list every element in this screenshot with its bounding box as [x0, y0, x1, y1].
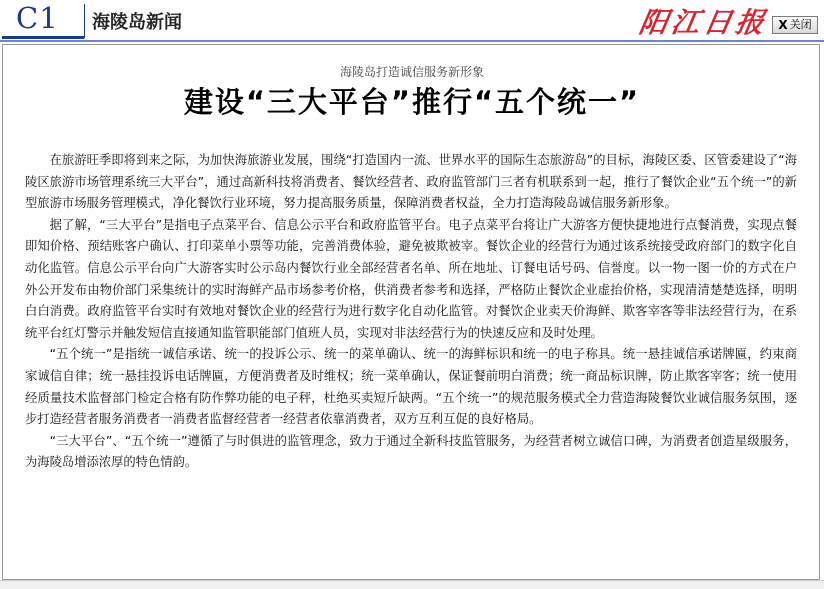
close-icon: X: [778, 18, 788, 32]
section-code-underline: [2, 36, 84, 39]
header-divider: [84, 4, 85, 38]
article-paragraph: “五个统一”是指统一诚信承诺、统一的投诉公示、统一的菜单确认、统一的海鲜标识和统一的电子称具。统一悬挂诚信承诺牌匾，约束商家诚信自律；统一悬挂投诉电话牌匾，方便消费者及时维权；统一菜单确认，保证餐前明白消费；统一商品标识牌，防止欺客宰客；统一使用经质量技术监督部门检定合格有防作弊功能的电子秤，杜绝买卖短斤缺两。“五个统一”的规范服务模式全力营造海陵餐饮业诚信服务氛围，逐步打造经营者服务消费者一消费者监督经营者一经营者依靠消费者，双方互利互促的良好格局。: [25, 347, 797, 427]
article-headline: 建设“三大平台”推行“五个统一”: [183, 85, 641, 119]
section-name: 海陵岛新闻: [92, 12, 182, 33]
newspaper-masthead-logo: 阳江日报: [636, 6, 771, 39]
page-header: [0, 0, 824, 40]
close-button-label: 关闭: [789, 18, 812, 31]
article-paragraph: “三大平台”、“五个统一”遵循了与时俱进的监管理念，致力于通过全新科技监管服务，为经营者树立诚信口碑，为消费者创造星级服务，为海陵岛增添浓厚的特色情韵。: [25, 433, 797, 470]
article-paragraph: 在旅游旺季即将到来之际，为加快海旅游业发展，围绕“打造国内一流、世界水平的国际生态旅游岛”的目标，海陵区委、区管委建设了“海陵区旅游市场管理系统三大平台”，通过高新科技将消费者、餐饮经营者、政府监管部门三者有机联系到一起，推行了餐饮企业“五个统一”的新型旅游市场服务管理模式，净化餐饮行业环境，努力提高服务质量，保障消费者权益，全力打造海陵岛诚信服务新形象。: [25, 153, 797, 211]
close-button[interactable]: [772, 16, 818, 34]
article-body: [25, 150, 797, 474]
header-rule: [0, 40, 824, 42]
article-subtitle: 海陵岛打造诚信服务新形象: [339, 65, 484, 79]
article-paragraph: 据了解，“三大平台”是指电子点菜平台、信息公示平台和政府监管平台。电子点菜平台将让广大游客方便快捷地进行点餐消费，实现点餐即知价格、预结账客户确认、打印菜单小票等功能，完善消费体验，避免被欺被宰。餐饮企业的经营行为通过该系统接受政府部门的数字化自动化监管。信息公示平台向广大游客实时公示岛内餐饮行业全部经营者名单、所在地址、订餐电话号码、信誉度。以一物一图一价的方式在户外公开发布由物价部门采集统计的实时海鲜产品市场参考价格，供消费者参考和选择，严格防止餐饮企业虚抬价格，实现清清楚楚选择，明明白白消费。政府监管平台实时有效地对餐饮企业的经营行为进行数字化自动化监管。对餐饮企业卖天价海鲜、欺客宰客等非法经营行为，在系统平台红灯警示并触发短信直接通知监管职能部门值班人员，实现对非法经营行为的快速反应和及时处理。: [25, 217, 797, 340]
section-code: C1: [16, 1, 59, 35]
